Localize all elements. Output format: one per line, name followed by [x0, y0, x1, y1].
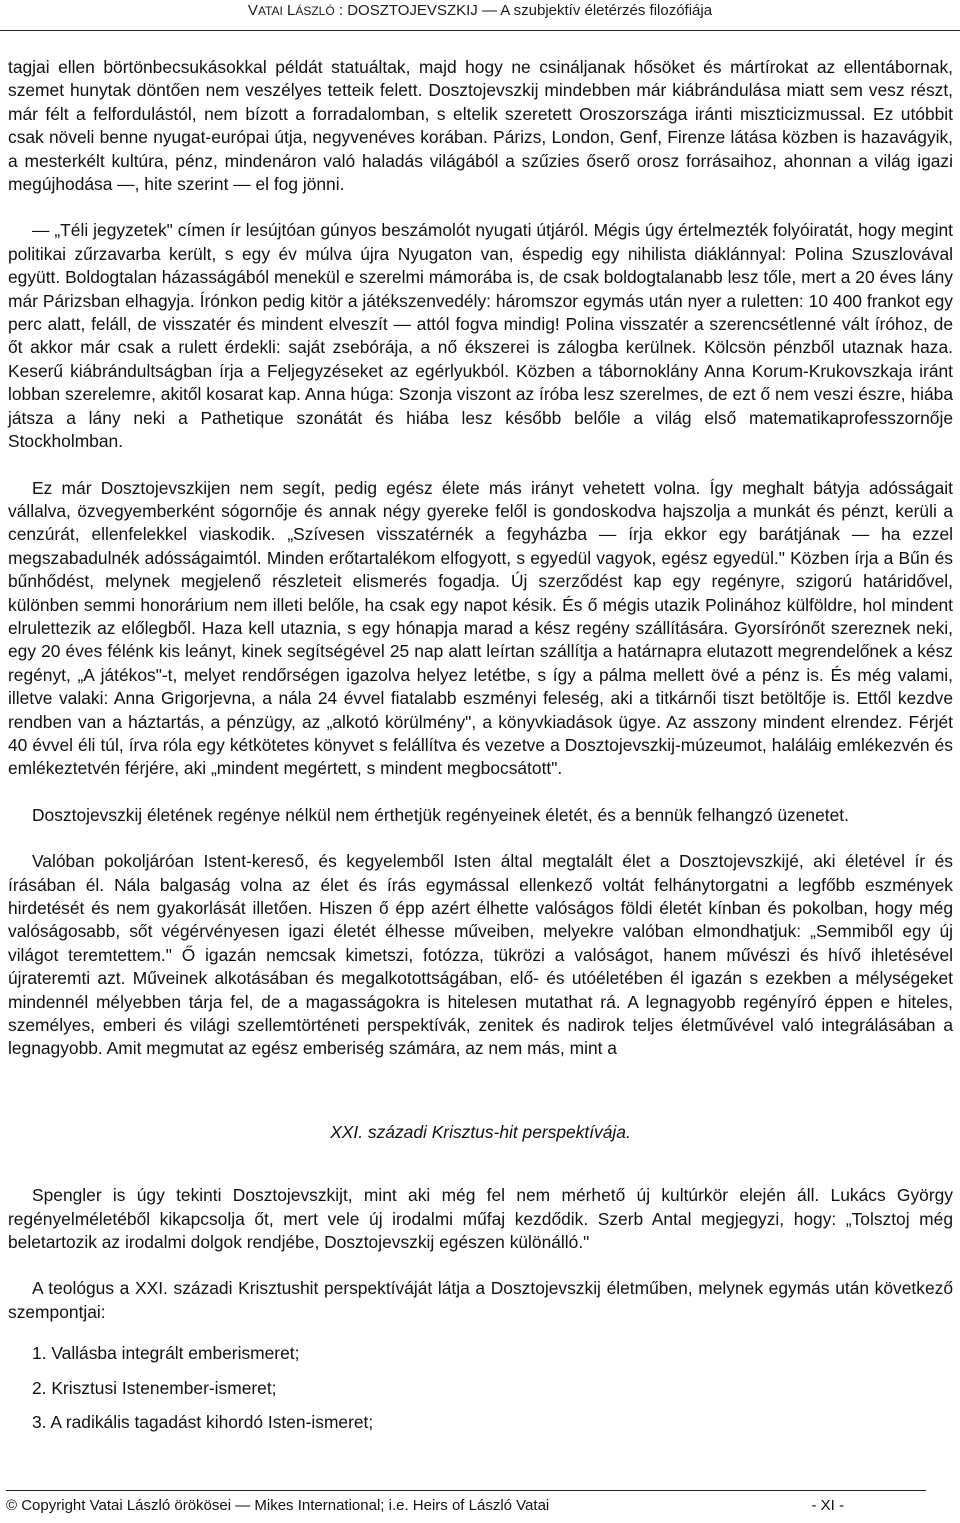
- paragraph-7: A teológus a XXI. századi Krisztushit perspektíváját látja a Dosztojevszkij életműben, melynek egymás után következő szempontjai:: [8, 1278, 953, 1322]
- header-author-second-smallcaps: ÁSZLÓ: [295, 4, 335, 18]
- paragraph-4: Dosztojevszkij életének regénye nélkül nem érthetjük regényeinek életét, és a bennük felhangzó üzenetet.: [32, 804, 849, 825]
- footer-divider: [6, 1490, 926, 1491]
- paragraph-6: Spengler is úgy tekinti Dosztojevszkijt, mint aki még fel nem mérhető új kultúrkör elején áll. Lukács György regényelméletéből kikapcsolja őt, mert vele új irodalmi műfaj kezdődik. Szerb Antal megjegyzi, hogy: „Tolsztoj még beletartozik az irodalmi dolgok rendjébe, Dosztojevszkij egészen különálló.": [8, 1185, 953, 1253]
- header-author-second: L: [282, 2, 296, 19]
- paragraph-2: — „Téli jegyzetek" címen ír lesújtóan gúnyos beszámolót nyugati útjáról. Mégis úgy értelmezték folyóiratát, hogy megint politikai zűrzavarba került, s egy év múlva újra Nyugaton van, éspedig egy nihilista diáklánnyal: Polina Szuszlovával együtt. Boldogtalan házasságából menekül e szerelmi mámorába is, de csak boldogtalanabb lesz tőle, mert a 20 éves lány már Párizsban elhagyja. Írónkon pedig kitör a játékszenvedély: háromszor egymás után nyer a ruletten: 10 400 frankot egy perc alatt, feláll, de visszatér és mindent elveszít — attól fogva mindig! Polina visszatér a szerencsétlenné vált íróhoz, de őt akkor már csak a rulett érdekli: saját zsebórája, a nő ékszerei is zálogba kerülnek. Kölcsön pénzből utaznak haza. Keserű kiábrándultságban írja a Feljegyzéseket az egérlyukból. Közben a tábornoklány Anna Korum-Krukovszkaja iránt lobban szerelemre, akitől kosarat kap. Anna húga: Szonja viszont az íróba lesz szerelmes, de ezt ő nem veszi észre, hiába játsza a lány neki a Pathetique szonátát és hiába lesz később belőle a világ első matematikaprofesszornője Stockholmban.: [8, 220, 953, 452]
- header-author-first: V: [247, 2, 258, 19]
- paragraph-3: Ez már Dosztojevszkijen nem segít, pedig egész élete más irányt vehetett volna. Így meghalt bátyja adósságait vállalva, özvegyemberként sógornője és annak négy gyereke felől is gondoskodva hajszolja a munkát és pénzt, kerüli a cenzúrát, ellenfelekkel viaskodik. „Szívesen visszatérnék a fegyházba — írja ekkor egy barátjának — ha ezzel megszabadulnék adósságaimtól. Minden erőtartalékom elfogyott, s egyedül vagyok, egész egyedül." Közben írja a Bűn és bűnhődést, melynek megjelenő részleteit elismerés fogadja. Új szerződést kap egy regényre, szigorú határidővel, különben semmi honorárium nem illeti belőle, ha csak egy napot késik. És ő mégis utazik Polinához külföldre, hol mindent elrulettezik az előlegből. Haza kell utaznia, s egy hónapja marad a kész regény szállítására. Gyorsírónőt szereznek neki, egy 20 éves félénk kis leányt, kinek segítségével 25 nap alatt leírtan szállítja a határnapra elutazott megrendelőnek a kész regényt, „A játékos"-t, melyet rendőrségen igazolva helyez letétbe, s így a pálma mellett övé a pénz is. És még valami, illetve valaki: Anna Grigorjevna, a nála 24 évvel fiatalabb eszményi feleség, aki a titkárnői tiszt betöltője is. Ettől kezdve rendben van a háztartás, a pénzügy, az „alkotó körülmény", a könyvkiadások ügye. Az asszony mindent elrendez. Férjét 40 évvel éli túl, írva róla egy kétkötetes könyvet s felállítva és vezetve a Dosztojevszkij-múzeumot, haláláig emlékezvén és emlékeztetvén férjére, aki „mindent megértett, s mindent megbocsátott".: [8, 477, 953, 779]
- running-header: [0, 0, 960, 31]
- numbered-list: [8, 1342, 953, 1434]
- header-title: : DOSZTOJEVSZKIJ — A szubjektív életérzés filozófiája: [334, 2, 713, 19]
- list-item: 3. A radikális tagadást kihordó Isten-ismeret;: [32, 1412, 374, 1433]
- section-title: XXI. századi Krisztus-hit perspektívája.: [330, 1121, 631, 1142]
- page-number: - XI -: [811, 1497, 844, 1514]
- list-item: 2. Krisztusi Istenember-ismeret;: [32, 1377, 277, 1398]
- paragraph-5: Valóban pokoljáróan Istent-kereső, és kegyelemből Isten által megtalált élet a Dosztojevszkijé, aki életével ír és írásában él. Nála balgaság volna az élet és írás egymással ellenkező voltát felhánytorgatni a legfőbb eszmények hirdetését és nem gyakorlását illetően. Hiszen ő épp azért élhette valóságos földi életét kínban és pokolban, hogy még valóságosabb, sőt végérvényesen igazi életét élhesse műveiben, melyekre valóban elmondhatjuk: „Semmiből egy új világot teremtettem." Ő igazán nemcsak kimetszi, fotózza, tükrözi a valóságot, hanem művészi és hívő ihletésével újrateremti azt. Műveinek alkotásában és megalkotottságában, elő- és utóéletében él igazán s ezekben a mélységeket mindennél mélyebben tárja fel, de a magasságokra is hitelesen mutathat rá. A legnagyobb regényíró éppen e hiteles, személyes, emberi és világi szellemtörténeti perspektívák, zenitek és nadirok teljes életművével való integrálásában a legnagyobb. Amit megmutat az egész emberiség számára, az nem más, mint a: [8, 851, 953, 1059]
- document-body: [8, 56, 953, 1435]
- page-footer: [6, 1496, 954, 1516]
- list-item: 1. Vallásba integrált emberismeret;: [32, 1343, 300, 1364]
- paragraph-1: tagjai ellen börtönbecsukásokkal példát statuáltak, majd hogy ne csináljanak hősöket és mártírokat az ellentábornak, szemet hunytak döntően nem veszélyes tetteik felett. Dosztojevszkij mindebben már kiábrándulása miatt sem vesz részt, már félt a felfordulástól, nem bízott a forradalomban, s eltelik szeretett Oroszországa iránti miszticizmussal. Ez utóbbit csak növeli benne nyugat-európai útja, negyvenéves korában. Párizs, London, Genf, Firenze látása közben is hazavágyik, a mesterkélt kultúra, pénz, mindenáron való haladás világából a szűzies őserő orosz forrásaihoz, ahonnan a világ igazi megújhodása —, hite szerint — el fog jönni.: [8, 57, 953, 195]
- footer-copyright: © Copyright Vatai László örökösei — Mikes International; i.e. Heirs of László Vatai: [6, 1497, 550, 1514]
- header-author-first-smallcaps: ATAI: [257, 4, 283, 18]
